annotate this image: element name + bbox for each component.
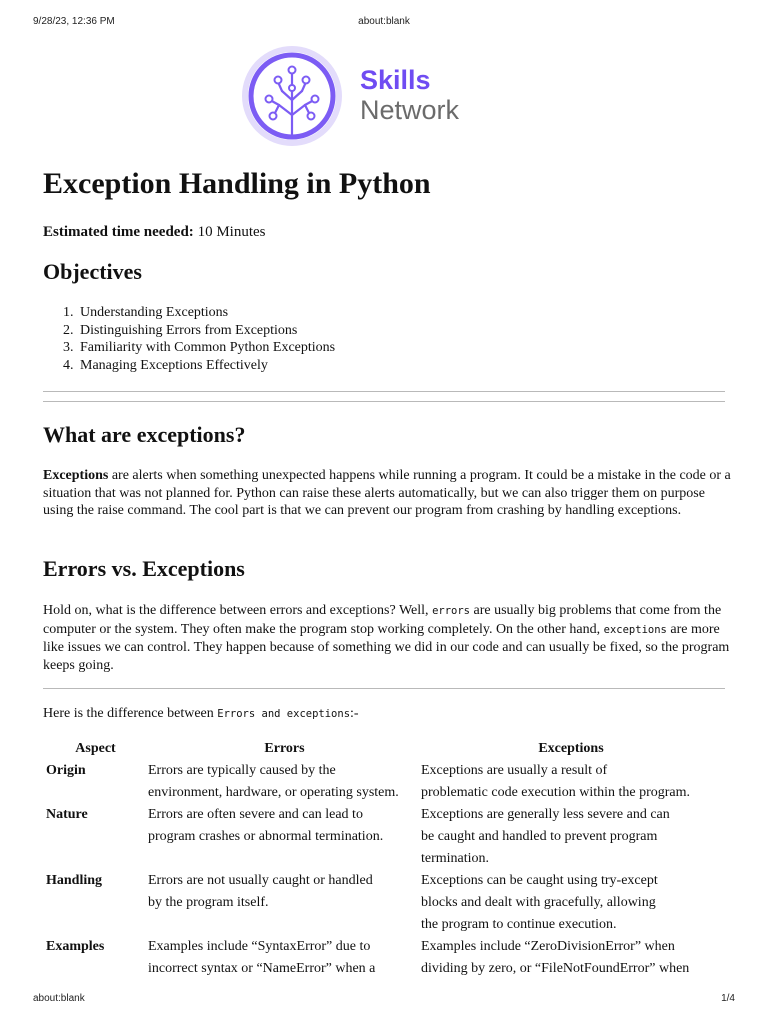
errors-cell: Errors are typically caused by the environment, hardware, or operating system. <box>148 763 399 800</box>
difference-intro: Here is the difference between Errors and exceptions:- <box>43 706 359 721</box>
skills-network-logo <box>241 45 481 147</box>
errors-vs-exceptions-table <box>43 738 721 980</box>
what-are-exceptions-heading: What are exceptions? <box>43 422 246 447</box>
errors-cell: Errors are not usually caught or handled by the program itself. <box>148 873 373 910</box>
tree-network-icon <box>241 45 343 147</box>
table-header-row <box>43 738 721 760</box>
aspect-cell: Handling <box>46 873 103 888</box>
print-datetime: 9/28/23, 12:36 PM <box>33 16 115 27</box>
aspect-cell: Origin <box>46 763 86 778</box>
exceptions-cell: Exceptions are usually a result of problematic code execution within the program. <box>421 763 691 800</box>
aspect-cell: Examples <box>46 939 105 954</box>
objectives-heading: Objectives <box>43 259 142 284</box>
exceptions-cell: Exceptions are generally less severe and can be caught and handled to prevent program termination. <box>421 807 670 866</box>
divider <box>43 401 725 402</box>
column-header-errors: Errors <box>264 741 305 756</box>
print-page-number: 1/4 <box>721 993 735 1004</box>
list-item: 3. Familiarity with Common Python Exceptions <box>63 340 336 356</box>
errors-vs-exceptions-paragraph: Hold on, what is the difference between errors and exceptions? Well, errors are usually big problems that come from the computer or the system. They often make the program stop working completely. On the other hand, exceptions are more like issues we can control. They happen because of something we did in our code and can usually be fixed, so the program keeps going. <box>43 603 730 673</box>
exceptions-cell: Examples include “ZeroDivisionError” when dividing by zero, or “FileNotFoundError” when <box>421 939 690 976</box>
divider <box>43 688 725 689</box>
list-item: 1. Understanding Exceptions <box>63 305 229 320</box>
errors-cell: Errors are often severe and can lead to program crashes or abnormal termination. <box>148 807 384 844</box>
errors-vs-exceptions-heading: Errors vs. Exceptions <box>43 556 245 581</box>
list-item: 2. Distinguishing Errors from Exceptions <box>63 322 298 338</box>
errors-code: errors <box>432 605 470 617</box>
estimated-time-label: Estimated time needed: <box>43 224 194 240</box>
print-footer-url: about:blank <box>33 993 85 1004</box>
table-row <box>43 804 721 870</box>
column-header-exceptions: Exceptions <box>538 741 604 756</box>
aspect-cell: Nature <box>46 807 88 822</box>
page-title: Exception Handling in Python <box>43 167 431 200</box>
estimated-time-value: 10 Minutes <box>193 224 266 240</box>
divider <box>43 391 725 392</box>
errors-cell: Examples include “SyntaxError” due to incorrect syntax or “NameError” when a <box>148 939 376 976</box>
logo-skills-text: Skills <box>360 65 431 95</box>
estimated-time <box>43 223 265 241</box>
exceptions-term: Exceptions <box>43 468 109 483</box>
column-header-aspect: Aspect <box>75 741 116 756</box>
list-item: 4. Managing Exceptions Effectively <box>63 358 268 374</box>
print-page-title: about:blank <box>358 16 410 27</box>
what-are-exceptions-paragraph: Exceptions are alerts when something unexpected happens while running a program. It could be a mistake in the code or a situation that was not planned for. Python can raise these alerts automatically, but we can also trigger them on purpose using the raise command. The cool part is that we can prevent our program from crashing by handling exceptions. <box>43 468 731 518</box>
table-row <box>43 760 721 804</box>
exceptions-cell: Exceptions can be caught using try-except blocks and dealt with gracefully, allowing the program to continue execution. <box>421 873 658 932</box>
exceptions-code: exceptions <box>603 623 667 636</box>
table-row <box>43 870 721 936</box>
logo-network-text: Network <box>360 95 460 125</box>
objectives-list <box>63 304 335 375</box>
errors-and-exceptions-code: Errors and exceptions <box>217 708 351 720</box>
table-row <box>43 936 721 980</box>
